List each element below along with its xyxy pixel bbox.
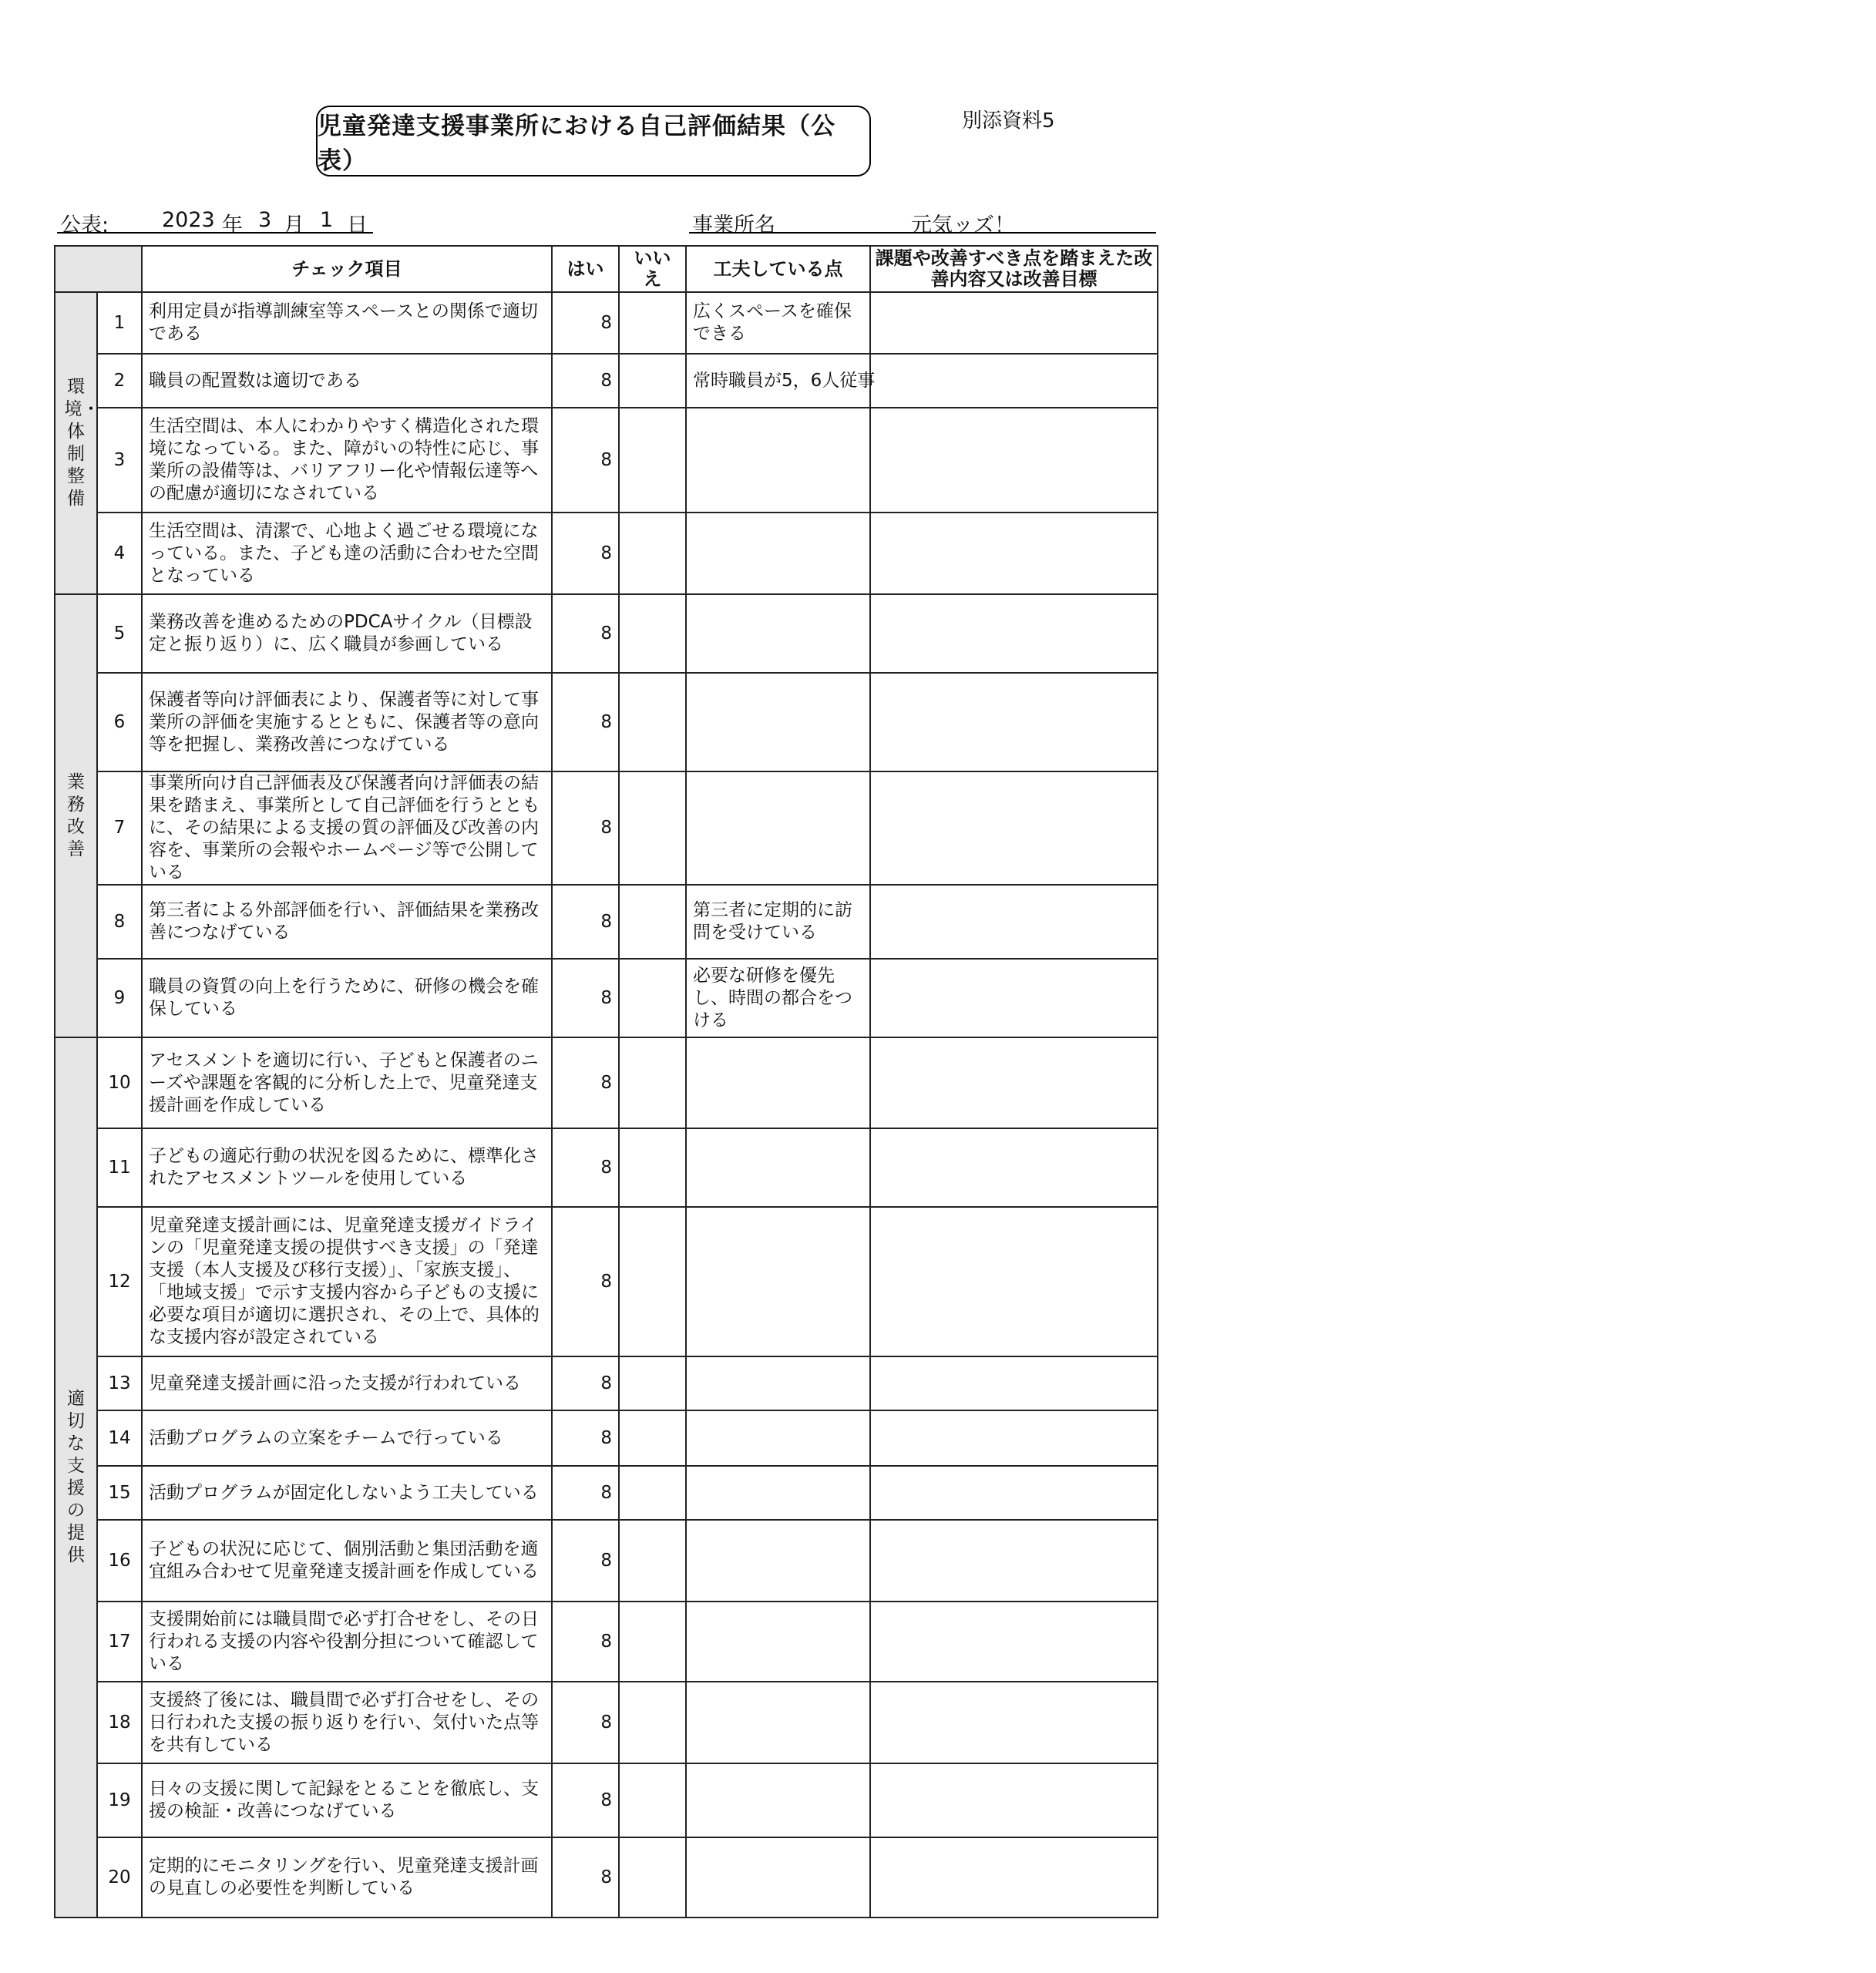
table-row — [55, 1763, 1158, 1837]
improvement-note — [870, 408, 1158, 513]
attachment-label: 別添資料5 — [962, 109, 1055, 133]
check-item-text: 支援終了後には、職員間で必ず打合せをし、その日行われた支援の振り返りを行い、気付いた点等を共有している — [142, 1682, 552, 1763]
row-number: 14 — [97, 1410, 142, 1466]
table-row — [55, 673, 1158, 771]
check-item-text: 保護者等向け評価表により、保護者等に対して事業所の評価を実施するとともに、保護者等の意向等を把握し、業務改善につなげている — [142, 673, 552, 771]
improvement-note — [870, 1410, 1158, 1466]
yes-count: 8 — [552, 1682, 619, 1763]
improvement-note — [870, 1466, 1158, 1520]
row-number: 5 — [97, 594, 142, 673]
table-row — [55, 1837, 1158, 1918]
effort-note — [686, 771, 870, 885]
no-count — [619, 408, 686, 513]
improvement-note — [870, 1837, 1158, 1918]
yes-count: 8 — [552, 1763, 619, 1837]
publish-year: 2023 — [162, 208, 215, 232]
column-header-check-item: チェック項目 — [142, 246, 552, 292]
check-item-text: 利用定員が指導訓練室等スペースとの関係で適切である — [142, 292, 552, 354]
row-number: 12 — [97, 1207, 142, 1356]
improvement-note — [870, 1207, 1158, 1356]
effort-note — [686, 1837, 870, 1918]
no-count — [619, 959, 686, 1037]
yes-count: 8 — [552, 354, 619, 408]
row-number: 7 — [97, 771, 142, 885]
row-number: 11 — [97, 1128, 142, 1207]
check-item-text: 事業所向け自己評価表及び保護者向け評価表の結果を踏まえ、事業所として自己評価を行うとともに、その結果による支援の質の評価及び改善の内容を、事業所の会報やホームページ等で公開している — [142, 771, 552, 885]
row-number: 8 — [97, 885, 142, 959]
table-row — [55, 354, 1158, 408]
yes-count: 8 — [552, 959, 619, 1037]
category-label: 環境・体制整備 — [64, 377, 100, 509]
table-row — [55, 594, 1158, 673]
effort-note: 第三者に定期的に訪問を受けている — [686, 885, 870, 959]
improvement-note — [870, 1682, 1158, 1763]
table-row — [55, 1128, 1158, 1207]
no-count — [619, 673, 686, 771]
check-item-text: 定期的にモニタリングを行い、児童発達支援計画の見直しの必要性を判断している — [142, 1837, 552, 1918]
category-label: 適切な支援の提供 — [67, 1389, 85, 1565]
no-count — [619, 513, 686, 594]
yes-count: 8 — [552, 1466, 619, 1520]
category-business-improvement — [55, 594, 97, 1037]
table-row — [55, 1410, 1158, 1466]
row-number: 18 — [97, 1682, 142, 1763]
table-row — [55, 885, 1158, 959]
publish-day-unit: 日 — [347, 213, 368, 237]
row-number: 6 — [97, 673, 142, 771]
improvement-note — [870, 885, 1158, 959]
publish-day: 1 — [320, 208, 334, 232]
table-row — [55, 1037, 1158, 1128]
row-number: 3 — [97, 408, 142, 513]
table-row — [55, 292, 1158, 354]
check-item-text: 職員の資質の向上を行うために、研修の機会を確保している — [142, 959, 552, 1037]
effort-note — [686, 1128, 870, 1207]
row-number: 19 — [97, 1763, 142, 1837]
row-number: 2 — [97, 354, 142, 408]
table-row — [55, 1520, 1158, 1602]
check-item-text: 活動プログラムの立案をチームで行っている — [142, 1410, 552, 1466]
no-count — [619, 292, 686, 354]
improvement-note — [870, 1356, 1158, 1410]
effort-note: 常時職員が5，6人従事 — [686, 354, 870, 408]
self-evaluation-table — [54, 245, 1158, 1918]
row-number: 10 — [97, 1037, 142, 1128]
table-row — [55, 1207, 1158, 1356]
check-item-text: 子どもの状況に応じて、個別活動と集団活動を適宜組み合わせて児童発達支援計画を作成している — [142, 1520, 552, 1602]
effort-note: 広くスペースを確保できる — [686, 292, 870, 354]
effort-note — [686, 594, 870, 673]
yes-count: 8 — [552, 885, 619, 959]
no-count — [619, 1520, 686, 1602]
improvement-note — [870, 1037, 1158, 1128]
office-underline — [689, 232, 1156, 234]
column-header-efforts: 工夫している点 — [686, 246, 870, 292]
effort-note — [686, 1602, 870, 1682]
no-count — [619, 1356, 686, 1410]
row-number: 15 — [97, 1466, 142, 1520]
improvement-note — [870, 771, 1158, 885]
no-count — [619, 354, 686, 408]
effort-note — [686, 513, 870, 594]
improvement-note — [870, 1128, 1158, 1207]
check-item-text: 日々の支援に関して記録をとることを徹底し、支援の検証・改善につなげている — [142, 1763, 552, 1837]
effort-note — [686, 1207, 870, 1356]
yes-count: 8 — [552, 513, 619, 594]
effort-note — [686, 1520, 870, 1602]
check-item-text: 職員の配置数は適切である — [142, 354, 552, 408]
table-row — [55, 513, 1158, 594]
yes-count: 8 — [552, 1356, 619, 1410]
office-name-value: 元気ッズ！ — [911, 213, 1015, 237]
row-number: 17 — [97, 1602, 142, 1682]
table-row — [55, 1356, 1158, 1410]
yes-count: 8 — [552, 1410, 619, 1466]
improvement-note — [870, 1602, 1158, 1682]
effort-note — [686, 408, 870, 513]
check-item-text: 支援開始前には職員間で必ず打合せをし、その日行われる支援の内容や役割分担について確認している — [142, 1602, 552, 1682]
check-item-text: 児童発達支援計画には、児童発達支援ガイドラインの「児童発達支援の提供すべき支援」の「発達支援（本人支援及び移行支援）」、「家族支援」、「地域支援」で示す支援内容から子どもの支援に必要な項目が適切に選択され、その上で、具体的な支援内容が設定されている — [142, 1207, 552, 1356]
no-count — [619, 1602, 686, 1682]
row-number: 1 — [97, 292, 142, 354]
no-count — [619, 594, 686, 673]
effort-note — [686, 673, 870, 771]
table-row — [55, 959, 1158, 1037]
improvement-note — [870, 354, 1158, 408]
no-count — [619, 885, 686, 959]
effort-note — [686, 1356, 870, 1410]
check-item-text: 活動プログラムが固定化しないよう工夫している — [142, 1466, 552, 1520]
improvement-note — [870, 513, 1158, 594]
row-number: 9 — [97, 959, 142, 1037]
check-item-text: 生活空間は、清潔で、心地よく過ごせる環境になっている。また、子ども達の活動に合わせた空間となっている — [142, 513, 552, 594]
effort-note — [686, 1682, 870, 1763]
yes-count: 8 — [552, 1520, 619, 1602]
category-appropriate-support — [55, 1037, 97, 1918]
column-header-no: いいえ — [619, 246, 686, 292]
check-item-text: 第三者による外部評価を行い、評価結果を業務改善につなげている — [142, 885, 552, 959]
category-environment — [55, 292, 100, 594]
row-number: 20 — [97, 1837, 142, 1918]
table-row — [55, 408, 1158, 513]
yes-count: 8 — [552, 1602, 619, 1682]
effort-note — [686, 1763, 870, 1837]
document-title: 児童発達支援事業所における自己評価結果（公表） — [316, 106, 871, 176]
table-row — [55, 771, 1158, 885]
check-item-text: 子どもの適応行動の状況を図るために、標準化されたアセスメントツールを使用している — [142, 1128, 552, 1207]
yes-count: 8 — [552, 1837, 619, 1918]
column-header-yes: はい — [552, 246, 619, 292]
yes-count: 8 — [552, 1207, 619, 1356]
improvement-note — [870, 292, 1158, 354]
column-header-improvements: 課題や改善すべき点を踏まえた改善内容又は改善目標 — [870, 246, 1158, 292]
check-item-text: アセスメントを適切に行い、子どもと保護者のニーズや課題を客観的に分析した上で、児童発達支援計画を作成している — [142, 1037, 552, 1128]
yes-count: 8 — [552, 673, 619, 771]
table-row — [55, 1466, 1158, 1520]
publish-underline — [57, 232, 373, 234]
no-count — [619, 1466, 686, 1520]
improvement-note — [870, 1763, 1158, 1837]
publish-month-unit: 月 — [284, 213, 304, 237]
no-count — [619, 1037, 686, 1128]
yes-count: 8 — [552, 292, 619, 354]
row-number: 4 — [97, 513, 142, 594]
effort-note — [686, 1037, 870, 1128]
table-row — [55, 1602, 1158, 1682]
no-count — [619, 1410, 686, 1466]
no-count — [619, 1682, 686, 1763]
row-number: 16 — [97, 1520, 142, 1602]
improvement-note — [870, 959, 1158, 1037]
yes-count: 8 — [552, 771, 619, 885]
no-count — [619, 1207, 686, 1356]
effort-note — [686, 1410, 870, 1466]
yes-count: 8 — [552, 408, 619, 513]
check-item-text: 児童発達支援計画に沿った支援が行われている — [142, 1356, 552, 1410]
improvement-note — [870, 673, 1158, 771]
effort-note: 必要な研修を優先し、時間の都合をつける — [686, 959, 870, 1037]
no-count — [619, 771, 686, 885]
no-count — [619, 1837, 686, 1918]
table-header-row — [55, 246, 1158, 292]
yes-count: 8 — [552, 1128, 619, 1207]
check-item-text: 業務改善を進めるためのPDCAサイクル（目標設定と振り返り）に、広く職員が参画している — [142, 594, 552, 673]
table-row — [55, 1682, 1158, 1763]
effort-note — [686, 1466, 870, 1520]
yes-count: 8 — [552, 594, 619, 673]
check-item-text: 生活空間は、本人にわかりやすく構造化された環境になっている。また、障がいの特性に応じ、事業所の設備等は、バリアフリー化や情報伝達等への配慮が適切になされている — [142, 408, 552, 513]
no-count — [619, 1128, 686, 1207]
corner-cell — [55, 246, 142, 292]
category-label: 業務改善 — [67, 771, 85, 859]
yes-count: 8 — [552, 1037, 619, 1128]
office-name-label: 事業所名 — [692, 213, 775, 237]
improvement-note — [870, 594, 1158, 673]
no-count — [619, 1763, 686, 1837]
publish-month: 3 — [258, 208, 272, 232]
publish-label: 公表: — [60, 213, 109, 237]
improvement-note — [870, 1520, 1158, 1602]
publish-year-unit: 年 — [222, 213, 243, 237]
row-number: 13 — [97, 1356, 142, 1410]
